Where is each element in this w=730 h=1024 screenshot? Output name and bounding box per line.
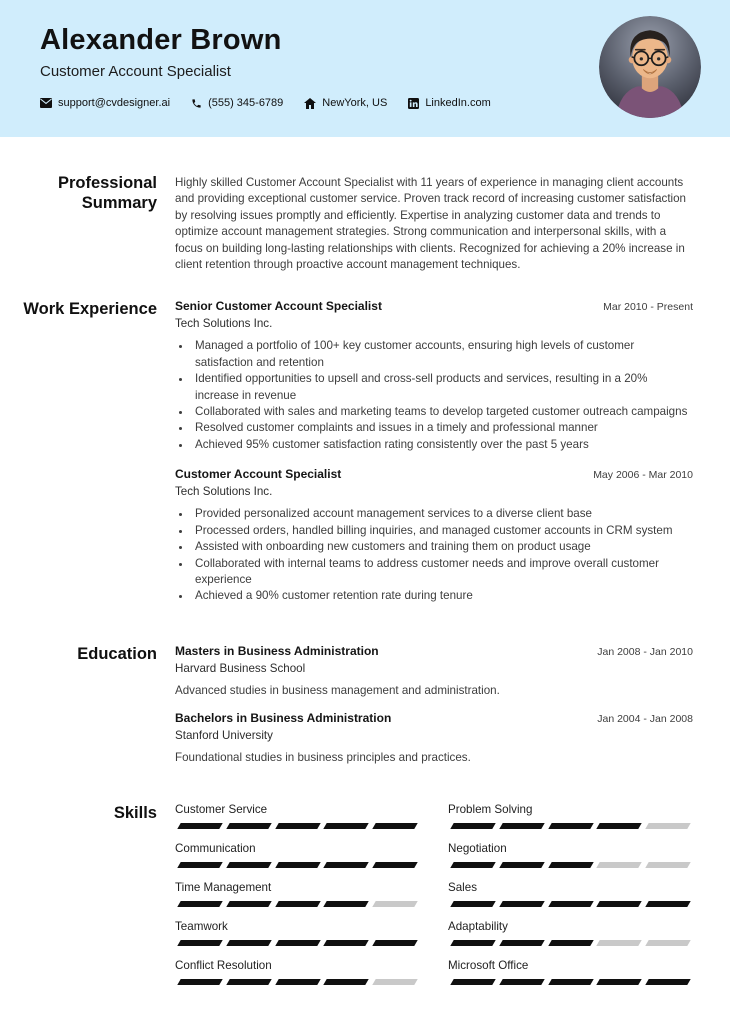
skill-name: Sales bbox=[448, 880, 478, 894]
school-name: Harvard Business School bbox=[175, 661, 306, 675]
skill-item bbox=[175, 920, 420, 946]
job-bullet: • Collaborated with internal teams to address customer needs and improve overall customer experience bbox=[192, 556, 693, 589]
skills-grid bbox=[175, 803, 693, 998]
skill-bar-segment bbox=[177, 979, 222, 985]
skill-bar bbox=[175, 823, 420, 829]
skill-bar-segment bbox=[226, 979, 271, 985]
job-bullet: • Managed a portfolio of 100+ key customer accounts, ensuring high levels of customer satisfaction and retention bbox=[192, 338, 693, 371]
job-bullet: • Assisted with onboarding new customers and training them on product usage bbox=[192, 539, 693, 555]
skill-bar-segment bbox=[275, 979, 320, 985]
profile-photo-illustration bbox=[599, 16, 701, 118]
skill-bar-segment bbox=[372, 940, 417, 946]
section-heading-education: Education bbox=[77, 644, 157, 663]
skill-bar-segment bbox=[499, 823, 544, 829]
skill-bar-segment bbox=[226, 901, 271, 907]
skill-bar bbox=[448, 901, 693, 907]
skill-bar-segment bbox=[275, 940, 320, 946]
skill-bar-segment bbox=[548, 979, 593, 985]
school-name: Stanford University bbox=[175, 728, 273, 742]
skill-bar-segment bbox=[645, 901, 690, 907]
skill-bar-segment bbox=[499, 940, 544, 946]
skill-item bbox=[448, 803, 693, 829]
section-professional-summary bbox=[0, 173, 730, 273]
skill-bar-segment bbox=[548, 823, 593, 829]
skill-bar-segment bbox=[597, 979, 642, 985]
skill-bar bbox=[448, 823, 693, 829]
skill-name: Adaptability bbox=[448, 919, 508, 933]
job-company: Tech Solutions Inc. bbox=[175, 317, 273, 331]
job-bullet: • Processed orders, handled billing inquiries, and managed customer accounts in CRM system bbox=[192, 523, 693, 539]
contact-linkedin[interactable] bbox=[408, 97, 490, 109]
skill-bar-segment bbox=[177, 940, 222, 946]
job-entry bbox=[175, 467, 693, 604]
job-bullet: • Identified opportunities to upsell and cross-sell products and services, resulting in a 20% increase in revenue bbox=[192, 371, 693, 404]
skill-name: Problem Solving bbox=[448, 802, 533, 816]
skill-name: Microsoft Office bbox=[448, 958, 529, 972]
education-description: Foundational studies in business principles and practices. bbox=[175, 750, 471, 764]
skill-name: Time Management bbox=[175, 880, 272, 894]
skill-bar-segment bbox=[275, 901, 320, 907]
job-bullet: • Provided personalized account management services to a diverse client base bbox=[192, 506, 693, 522]
skill-bar bbox=[175, 940, 420, 946]
job-bullet: • Achieved a 90% customer retention rate during tenure bbox=[192, 588, 693, 604]
job-bullet: • Collaborated with sales and marketing teams to develop targeted customer outreach campaigns bbox=[192, 404, 693, 420]
contact-location-text: NewYork, US bbox=[322, 97, 388, 110]
skill-item bbox=[175, 959, 420, 985]
linkedin-icon bbox=[408, 98, 419, 109]
summary-text: Highly skilled Customer Account Specialist with 11 years of experience in managing client accounts and providing exceptional customer service. Proven track record of increasing customer satisfaction by resolving issues promptly and efficiently. Expertise in analyzing customer data and trends to optimize account management strategies. Strong communication and interpersonal skills, with a focus on building long-lasting relationships with clients. Recognized for achieving a 20% increase in client retention through proactive account management techniques. bbox=[175, 176, 687, 272]
skill-item bbox=[448, 959, 693, 985]
section-skills bbox=[0, 803, 730, 998]
skill-bar-segment bbox=[226, 940, 271, 946]
job-company: Tech Solutions Inc. bbox=[175, 485, 273, 499]
skill-bar-segment bbox=[324, 901, 369, 907]
skill-item bbox=[448, 920, 693, 946]
skill-name: Customer Service bbox=[175, 802, 268, 816]
skill-bar-segment bbox=[324, 862, 369, 868]
phone-icon bbox=[191, 98, 202, 109]
skill-bar-segment bbox=[450, 940, 495, 946]
resume-body bbox=[0, 137, 730, 998]
person-name: Alexander Brown bbox=[40, 24, 282, 56]
skill-name: Teamwork bbox=[175, 919, 228, 933]
contact-phone-text: (555) 345-6789 bbox=[208, 97, 284, 110]
job-dates: Mar 2010 - Present bbox=[603, 301, 693, 314]
profile-photo bbox=[599, 16, 701, 118]
skill-bar-segment bbox=[450, 979, 495, 985]
skill-bar-segment bbox=[177, 901, 222, 907]
section-heading-summary: Professional Summary bbox=[57, 174, 157, 212]
skill-bar-segment bbox=[548, 940, 593, 946]
person-job-title: Customer Account Specialist bbox=[40, 63, 231, 81]
job-bullet: • Achieved 95% customer satisfaction rating consistently over the past 5 years bbox=[192, 437, 693, 453]
skill-item bbox=[175, 881, 420, 907]
skill-bar bbox=[175, 901, 420, 907]
email-icon bbox=[40, 98, 52, 108]
education-entry bbox=[175, 644, 693, 697]
skill-bar-segment bbox=[324, 823, 369, 829]
skill-item bbox=[448, 842, 693, 868]
skill-bar-segment bbox=[372, 823, 417, 829]
skill-bar-segment bbox=[548, 901, 593, 907]
contact-row bbox=[40, 97, 700, 109]
skill-bar-segment bbox=[645, 979, 690, 985]
skill-bar-segment bbox=[597, 940, 642, 946]
skill-bar-segment bbox=[450, 862, 495, 868]
skill-bar-segment bbox=[372, 979, 417, 985]
skill-bar-segment bbox=[226, 823, 271, 829]
skill-bar-segment bbox=[226, 862, 271, 868]
home-icon bbox=[304, 98, 316, 109]
job-bullet-list bbox=[175, 338, 693, 453]
skill-item bbox=[448, 881, 693, 907]
skill-bar-segment bbox=[324, 979, 369, 985]
section-education bbox=[0, 644, 730, 777]
skills-column-left bbox=[175, 803, 420, 998]
skill-bar-segment bbox=[177, 862, 222, 868]
skill-name: Conflict Resolution bbox=[175, 958, 272, 972]
job-dates: May 2006 - Mar 2010 bbox=[593, 469, 693, 482]
skill-bar-segment bbox=[645, 862, 690, 868]
skill-bar-segment bbox=[499, 901, 544, 907]
skill-bar-segment bbox=[177, 823, 222, 829]
skill-bar bbox=[448, 940, 693, 946]
job-entry bbox=[175, 299, 693, 453]
skill-bar bbox=[448, 979, 693, 985]
degree-title: Masters in Business Administration bbox=[175, 643, 379, 658]
skill-name: Negotiation bbox=[448, 841, 507, 855]
skill-bar-segment bbox=[499, 979, 544, 985]
contact-location[interactable] bbox=[304, 97, 387, 109]
skill-bar-segment bbox=[499, 862, 544, 868]
skill-item bbox=[175, 803, 420, 829]
education-dates: Jan 2004 - Jan 2008 bbox=[597, 712, 693, 725]
skill-name: Communication bbox=[175, 841, 256, 855]
contact-phone[interactable] bbox=[191, 97, 283, 109]
job-bullet-list bbox=[175, 506, 693, 604]
skill-bar-segment bbox=[372, 862, 417, 868]
skill-bar bbox=[448, 862, 693, 868]
skill-bar-segment bbox=[275, 823, 320, 829]
contact-linkedin-text: LinkedIn.com bbox=[425, 97, 491, 110]
job-bullet: • Resolved customer complaints and issues in a timely and professional manner bbox=[192, 420, 693, 436]
section-work-experience bbox=[0, 299, 730, 617]
contact-email[interactable] bbox=[40, 97, 170, 109]
skill-bar-segment bbox=[450, 823, 495, 829]
contact-email-text: support@cvdesigner.ai bbox=[58, 97, 171, 110]
section-heading-experience: Work Experience bbox=[23, 300, 157, 319]
resume-header bbox=[0, 0, 730, 137]
skill-bar-segment bbox=[372, 901, 417, 907]
job-title: Senior Customer Account Specialist bbox=[175, 299, 382, 314]
skill-bar-segment bbox=[645, 823, 690, 829]
skill-bar-segment bbox=[597, 901, 642, 907]
education-dates: Jan 2008 - Jan 2010 bbox=[597, 645, 693, 658]
skill-bar-segment bbox=[597, 823, 642, 829]
skills-column-right bbox=[448, 803, 693, 998]
skill-bar-segment bbox=[597, 862, 642, 868]
degree-title: Bachelors in Business Administration bbox=[175, 710, 392, 725]
skill-item bbox=[175, 842, 420, 868]
job-title: Customer Account Specialist bbox=[175, 467, 342, 482]
skill-bar-segment bbox=[275, 862, 320, 868]
skill-bar-segment bbox=[645, 940, 690, 946]
skill-bar bbox=[175, 862, 420, 868]
skill-bar-segment bbox=[450, 901, 495, 907]
skill-bar-segment bbox=[324, 940, 369, 946]
education-description: Advanced studies in business management and administration. bbox=[175, 683, 500, 697]
skill-bar bbox=[175, 979, 420, 985]
education-entry bbox=[175, 711, 693, 764]
section-heading-skills: Skills bbox=[113, 803, 157, 822]
skill-bar-segment bbox=[548, 862, 593, 868]
